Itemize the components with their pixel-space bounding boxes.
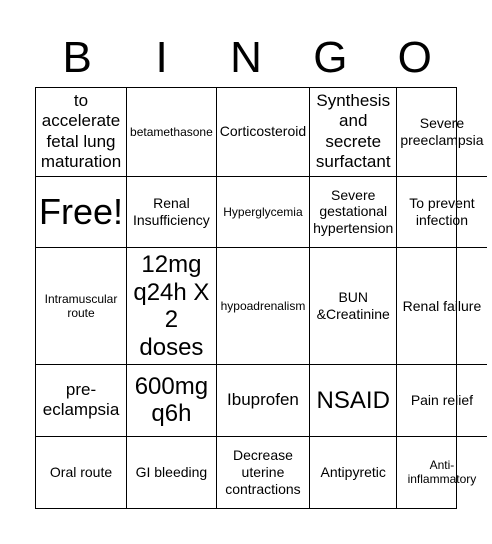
- header-letter-i: I: [155, 33, 168, 82]
- bingo-cell[interactable]: NSAID: [310, 365, 397, 436]
- bingo-header: [35, 30, 457, 86]
- bingo-cell[interactable]: Severe preeclampsia: [397, 88, 486, 177]
- bingo-cell[interactable]: hypoadrenalism: [217, 248, 310, 365]
- bingo-cell[interactable]: To prevent infection: [397, 177, 486, 248]
- header-letter-n: N: [230, 33, 262, 82]
- bingo-cell[interactable]: Pain relief: [397, 365, 486, 436]
- bingo-cell-free[interactable]: Free!: [36, 177, 127, 248]
- bingo-cell[interactable]: Oral route: [36, 437, 127, 508]
- bingo-cell[interactable]: Antipyretic: [310, 437, 397, 508]
- header-letter-g: G: [313, 33, 348, 82]
- bingo-cell[interactable]: Decrease uterine contractions: [217, 437, 310, 508]
- bingo-cell[interactable]: Ibuprofen: [217, 365, 310, 436]
- bingo-cell[interactable]: Synthesis and secrete surfactant: [310, 88, 397, 177]
- bingo-cell[interactable]: GI bleeding: [127, 437, 217, 508]
- bingo-cell[interactable]: Renal failure: [397, 248, 486, 365]
- header-letter-b: B: [62, 33, 92, 82]
- bingo-cell[interactable]: 600mg q6h: [127, 365, 217, 436]
- bingo-cell[interactable]: Intramuscular route: [36, 248, 127, 365]
- bingo-cell[interactable]: BUN &Creatinine: [310, 248, 397, 365]
- header-letter-o: O: [397, 33, 432, 82]
- bingo-cell[interactable]: Severe gestational hypertension: [310, 177, 397, 248]
- bingo-cell[interactable]: Renal Insufficiency: [127, 177, 217, 248]
- bingo-cell[interactable]: Hyperglycemia: [217, 177, 310, 248]
- bingo-cell[interactable]: Anti-inflammatory: [407, 457, 477, 487]
- bingo-cell[interactable]: pre-eclampsia: [36, 365, 127, 436]
- bingo-cell[interactable]: 12mg q24h X 2 doses: [127, 248, 217, 365]
- bingo-cell[interactable]: to accelerate fetal lung maturation: [36, 88, 127, 177]
- bingo-cell[interactable]: betamethasone: [127, 88, 217, 177]
- bingo-board: [35, 87, 484, 509]
- bingo-cell[interactable]: Corticosteroid: [217, 88, 310, 177]
